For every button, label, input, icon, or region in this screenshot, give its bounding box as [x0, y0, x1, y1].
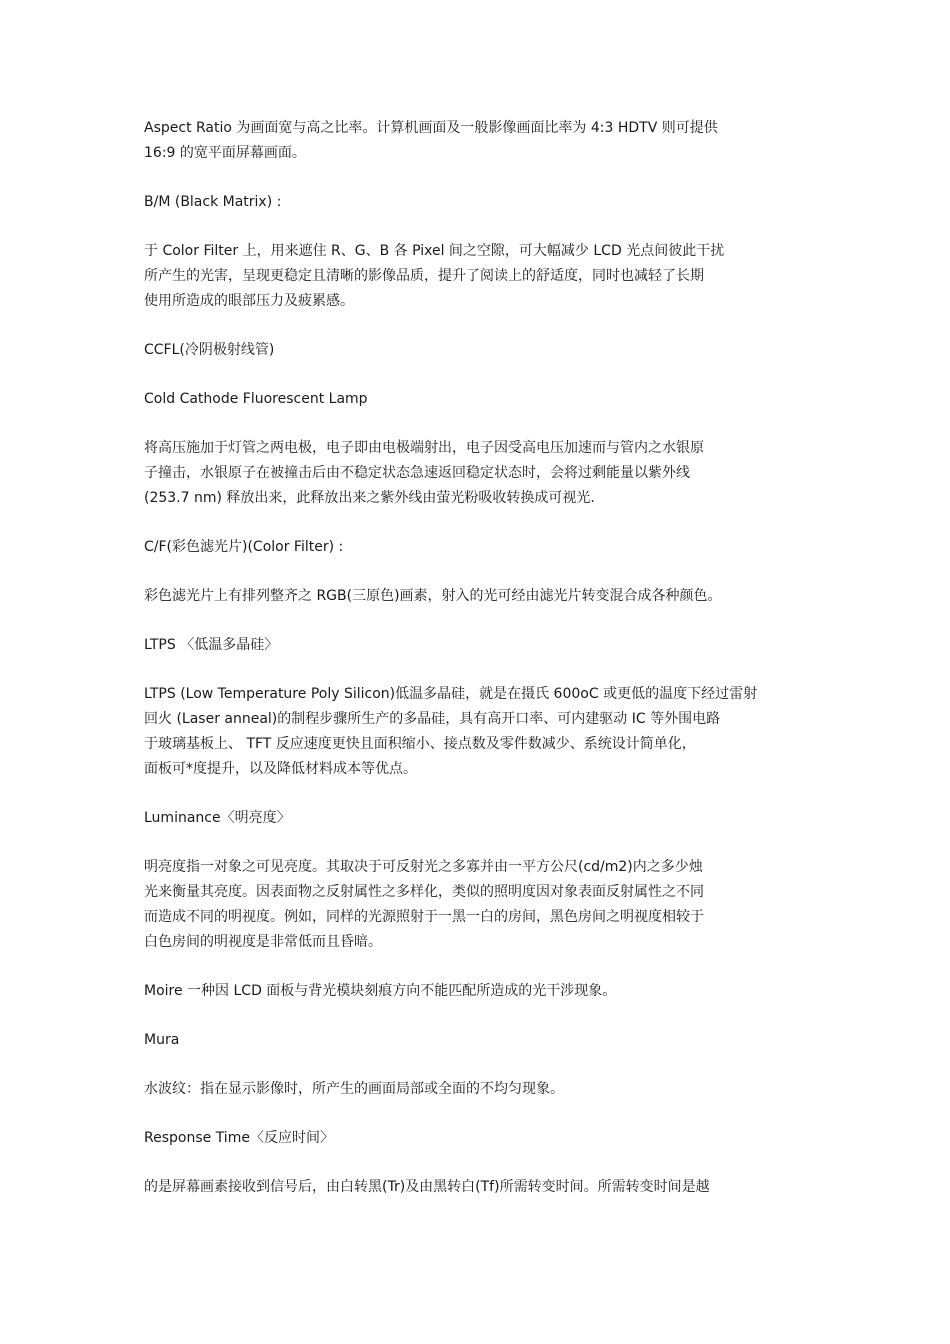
paragraph-ccfl-heading [144, 338, 819, 363]
text-line: 使用所造成的眼部压力及疲累感。 [144, 293, 354, 309]
paragraph-luminance-def [144, 855, 819, 955]
paragraph-ltps-def [144, 682, 819, 782]
paragraph-mura-def [144, 1077, 819, 1102]
text-line: 将高压施加于灯管之两电极，电子即由电极端射出，电子因受高电压加速而与管内之水银原 [144, 440, 704, 456]
text-line: 白色房间的明视度是非常低而且昏暗。 [144, 934, 382, 950]
paragraph-moire-def [144, 979, 819, 1004]
paragraph-cf-def [144, 584, 819, 609]
text-line: LTPS 〈低温多晶硅〉 [144, 637, 279, 653]
paragraph-cf-heading [144, 535, 819, 560]
paragraph-aspect-ratio-def [144, 116, 819, 166]
text-line: 16:9 的宽平面屏幕画面。 [144, 145, 306, 161]
text-line: 的是屏幕画素接收到信号后，由白转黑(Tr)及由黑转白(Tf)所需转变时间。所需转变时间是越 [144, 1179, 710, 1195]
paragraph-response-time-heading [144, 1126, 819, 1151]
paragraph-ccfl-def [144, 436, 819, 511]
text-line: LTPS (Low Temperature Poly Silicon)低温多晶硅，就是在摄氏 600oC 或更低的温度下经过雷射 [144, 686, 758, 702]
document-body [144, 116, 819, 1224]
paragraph-bm-heading [144, 190, 819, 215]
text-line: 光来衡量其亮度。因表面物之反射属性之多样化，类似的照明度因对象表面反射属性之不同 [144, 884, 704, 900]
text-line: B/M (Black Matrix) : [144, 194, 282, 210]
text-line: Response Time〈反应时间〉 [144, 1130, 334, 1146]
text-line: 明亮度指一对象之可见亮度。其取决于可反射光之多寡并由一平方公尺(cd/m2)内之多少烛 [144, 859, 703, 875]
text-line: Luminance〈明亮度〉 [144, 810, 291, 826]
text-line: 回火 (Laser anneal)的制程步骤所生产的多晶硅，具有高开口率、可内建驱动 IC 等外围电路 [144, 711, 721, 727]
text-line: 所产生的光害，呈现更稳定且清晰的影像品质，提升了阅读上的舒适度，同时也减轻了长期 [144, 268, 704, 284]
paragraph-luminance-heading [144, 806, 819, 831]
text-line: 于 Color Filter 上，用来遮住 R、G、B 各 Pixel 间之空隙，可大幅减少 LCD 光点间彼此干扰 [144, 243, 725, 259]
text-line: Moire 一种因 LCD 面板与背光模块刻痕方向不能匹配所造成的光干涉现象。 [144, 983, 617, 999]
text-line: 面板可*度提升，以及降低材料成本等优点。 [144, 761, 417, 777]
paragraph-bm-def [144, 239, 819, 314]
paragraph-ltps-heading [144, 633, 819, 658]
text-line: 子撞击，水银原子在被撞击后由不稳定状态急速返回稳定状态时，会将过剩能量以紫外线 [144, 465, 690, 481]
text-line: Cold Cathode Fluorescent Lamp [144, 391, 368, 407]
text-line: 于玻璃基板上、 TFT 反应速度更快且面积缩小、接点数及零件数减少、系统设计简单化， [144, 736, 696, 752]
text-line: C/F(彩色滤光片)(Color Filter) : [144, 539, 344, 555]
text-line: 而造成不同的明视度。例如，同样的光源照射于一黑一白的房间，黑色房间之明视度相较于 [144, 909, 704, 925]
paragraph-response-time-def [144, 1175, 819, 1200]
paragraph-mura-heading [144, 1028, 819, 1053]
text-line: (253.7 nm) 释放出来，此释放出来之紫外线由萤光粉吸收转换成可视光. [144, 490, 595, 506]
text-line: Mura [144, 1032, 180, 1048]
text-line: 水波纹：指在显示影像时，所产生的画面局部或全面的不均匀现象。 [144, 1081, 564, 1097]
paragraph-ccfl-fullname [144, 387, 819, 412]
text-line: Aspect Ratio 为画面宽与高之比率。计算机画面及一般影像画面比率为 4:3 HDTV 则可提供 [144, 120, 718, 136]
text-line: 彩色滤光片上有排列整齐之 RGB(三原色)画素，射入的光可经由滤光片转变混合成各种颜色。 [144, 588, 722, 604]
text-line: CCFL(冷阴极射线管) [144, 342, 275, 358]
